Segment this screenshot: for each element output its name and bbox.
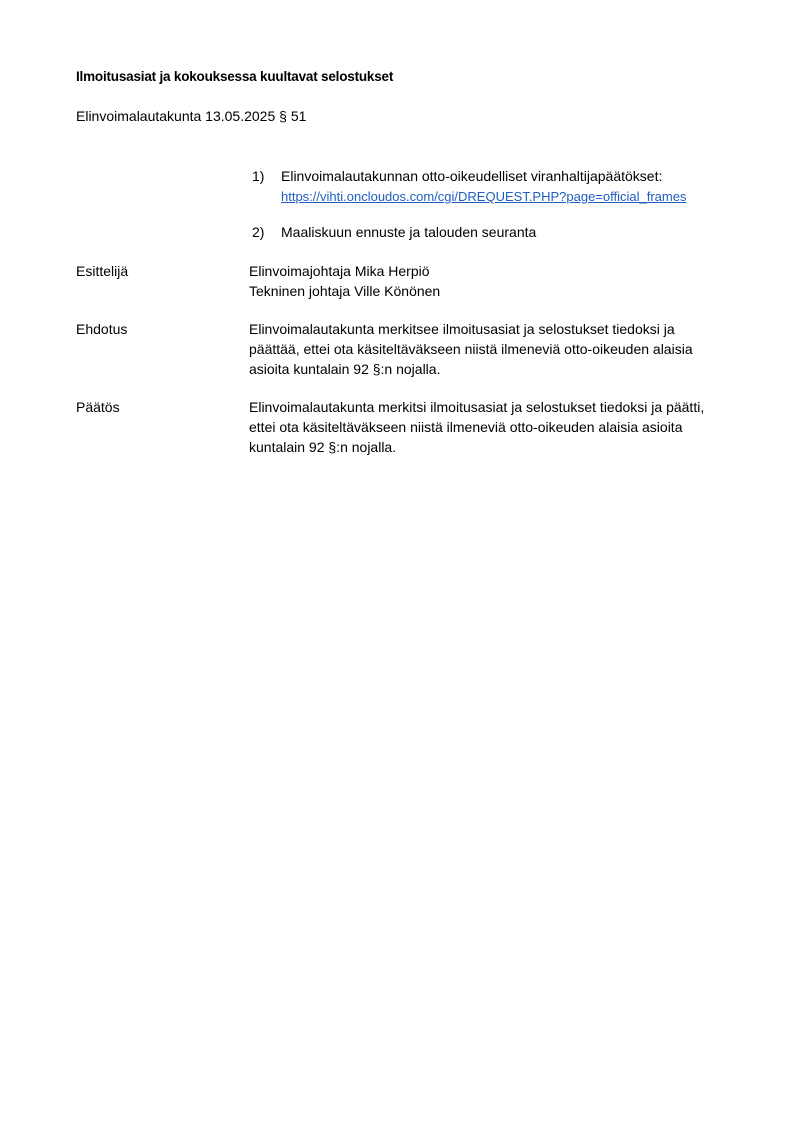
list-item-text: Maaliskuun ennuste ja talouden seuranta: [281, 224, 537, 240]
decision-line: ettei ota käsiteltäväkseen niistä ilmeneviä otto-oikeuden alaisia asioita: [249, 419, 683, 435]
proposal-line: päättää, ettei ota käsiteltäväkseen niistä ilmeneviä otto-oikeuden alaisia: [249, 341, 693, 357]
list-item-body: [281, 222, 732, 242]
list-item: [252, 222, 732, 242]
presenter-line: Elinvoimajohtaja Mika Herpiö: [249, 263, 430, 279]
presenter-line: Tekninen johtaja Ville Könönen: [249, 283, 441, 299]
presenter-section: [76, 261, 756, 301]
proposal-text: [249, 319, 756, 379]
meeting-reference: Elinvoimalautakunta 13.05.2025 § 51: [76, 108, 307, 124]
proposal-section: [76, 319, 756, 379]
decision-section: [76, 397, 756, 457]
official-decisions-link[interactable]: https://vihti.oncloudos.com/cgi/DREQUEST.PHP?page=official_frames: [281, 189, 687, 204]
list-item-text: Elinvoimalautakunnan otto-oikeudelliset viranhaltijapäätökset:: [281, 168, 663, 184]
presenter-names: [249, 261, 756, 301]
list-item: [252, 166, 732, 207]
proposal-line: Elinvoimalautakunta merkitsee ilmoitusasiat ja selostukset tiedoksi ja: [249, 321, 675, 337]
proposal-label: Ehdotus: [76, 321, 128, 337]
list-item-body: [281, 166, 732, 207]
decision-line: kuntalain 92 §:n nojalla.: [249, 439, 397, 455]
list-item-number: 1): [252, 168, 265, 184]
list-item-number: 2): [252, 224, 265, 240]
document-title: Ilmoitusasiat ja kokouksessa kuultavat selostukset: [76, 69, 394, 84]
decision-line: Elinvoimalautakunta merkitsi ilmoitusasiat ja selostukset tiedoksi ja päätti,: [249, 399, 705, 415]
notification-list: [252, 166, 732, 242]
proposal-line: asioita kuntalain 92 §:n nojalla.: [249, 361, 441, 377]
decision-text: [249, 397, 756, 457]
presenter-label: Esittelijä: [76, 263, 129, 279]
decision-label: Päätös: [76, 399, 120, 415]
